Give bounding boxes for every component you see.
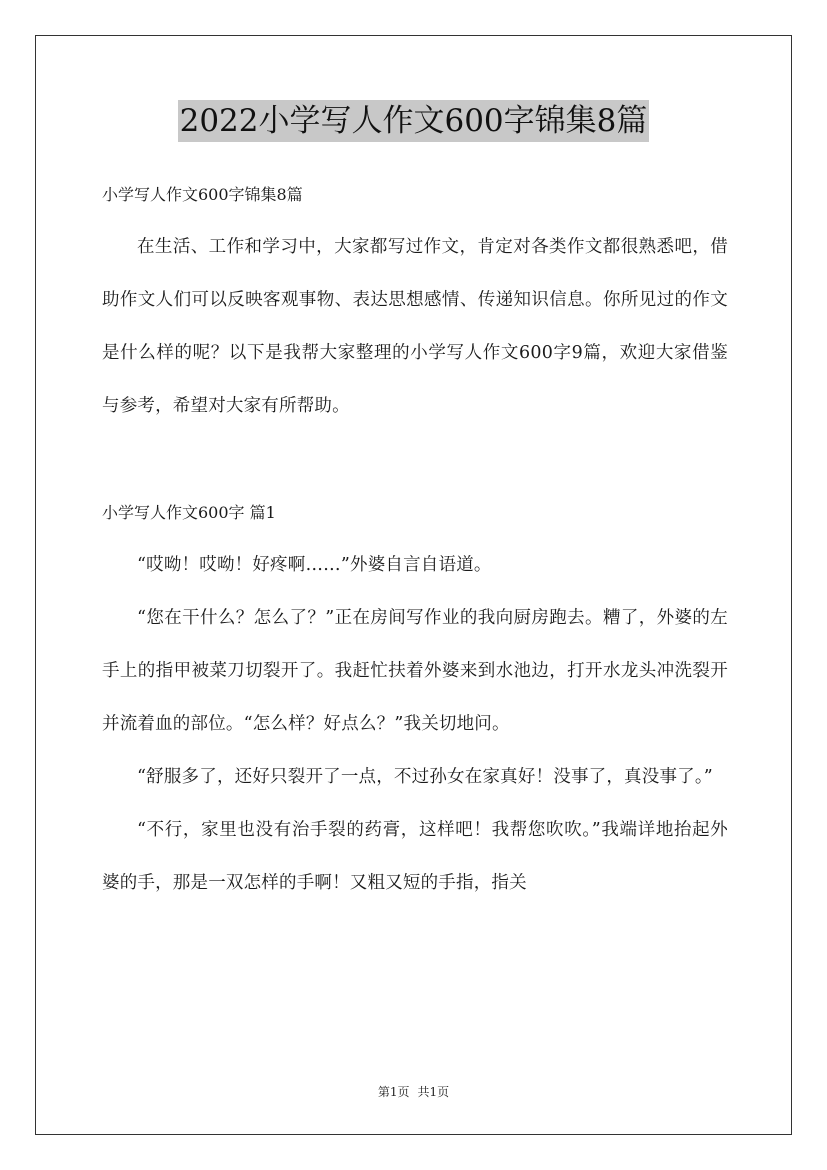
intro-paragraph: 在生活、工作和学习中，大家都写过作文，肯定对各类作文都很熟悉吧，借助作文人们可以反映客观事物、表达思想感情、传递知识信息。你所见过的作文是什么样的呢？以下是我帮大家整理的小学写人作文600字9篇，欢迎大家借鉴与参考，希望对大家有所帮助。 — [102, 237, 728, 416]
page-footer — [0, 1083, 827, 1100]
body-paragraph: “舒服多了，还好只裂开了一点，不过孙女在家真好！没事了，真没事了。” — [137, 767, 713, 787]
blank-line — [102, 433, 728, 486]
document-body — [102, 168, 728, 910]
document-title-text: 2022小学写人作文600字锦集8篇 — [178, 100, 650, 142]
section-heading: 小学写人作文600字 篇1 — [102, 503, 276, 522]
document-title — [0, 100, 827, 142]
body-paragraph: “您在干什么？怎么了？”正在房间写作业的我向厨房跑去。糟了，外婆的左手上的指甲被菜刀切裂开了。我赶忙扶着外婆来到水池边，打开水龙头冲洗裂开并流着血的部位。“怎么样？好点么？”我关切地问。 — [102, 608, 728, 734]
body-paragraph: “哎呦！哎呦！好疼啊……”外婆自言自语道。 — [137, 555, 492, 575]
document-subtitle: 小学写人作文600字锦集8篇 — [102, 185, 303, 204]
page-number: 第1页 — [377, 1085, 410, 1099]
page-total: 共1页 — [417, 1085, 450, 1099]
body-paragraph: “不行，家里也没有治手裂的药膏，这样吧！我帮您吹吹。”我端详地抬起外婆的手，那是一双怎样的手啊！又粗又短的手指，指关 — [102, 820, 728, 893]
